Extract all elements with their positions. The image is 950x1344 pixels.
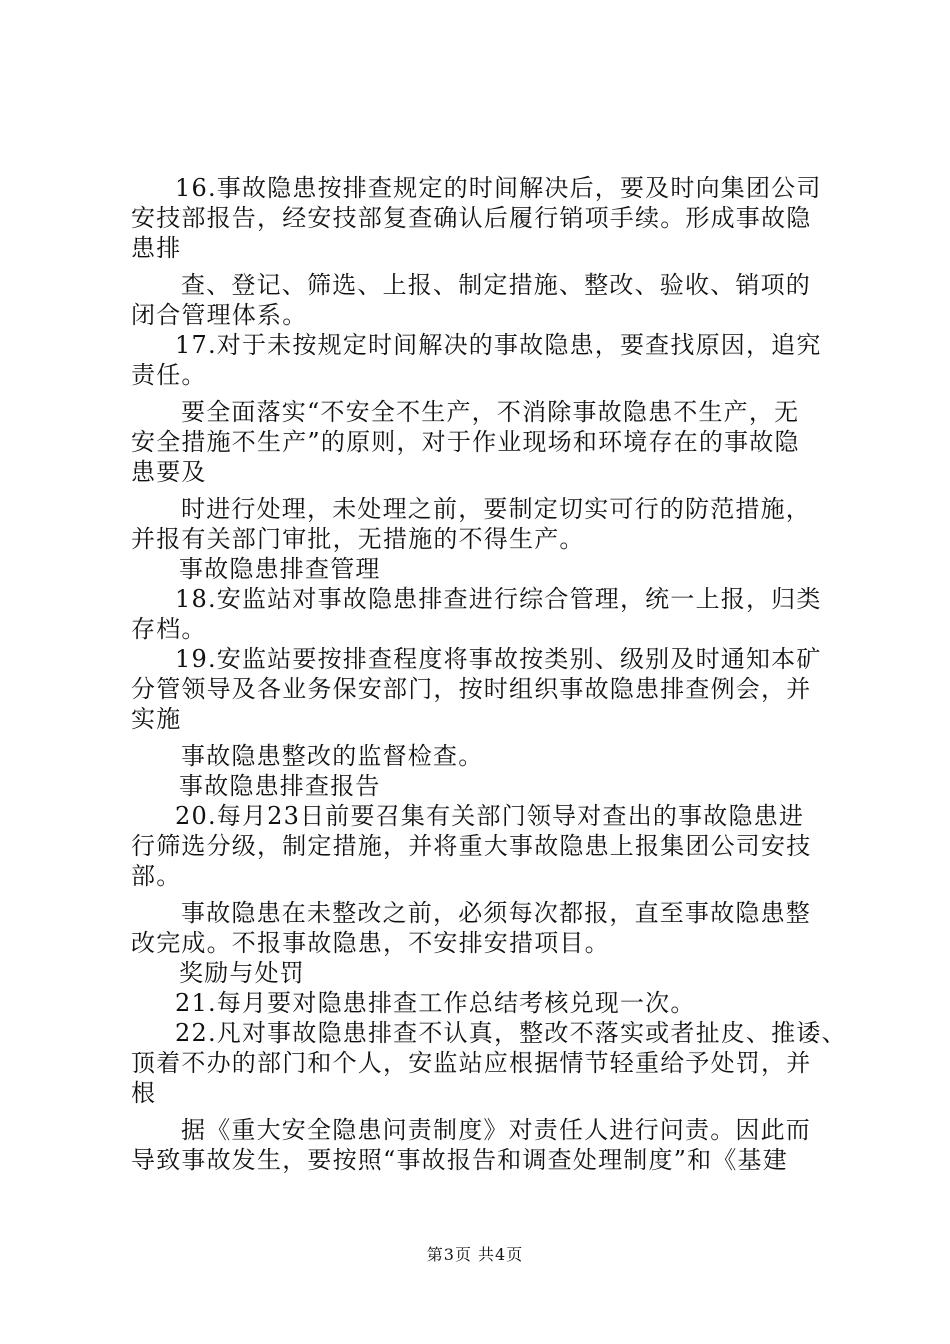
text-line: 分管领导及各业务保安部门，按时组织事故隐患排查例会，并 bbox=[131, 675, 812, 703]
text-line: 20.每月23日前要召集有关部门领导对查出的事故隐患进 bbox=[175, 802, 805, 830]
text-line: 17.对于未按规定时间解决的事故隐患，要查找原因，追究 bbox=[175, 331, 822, 359]
text-line: 部。 bbox=[131, 862, 182, 890]
text-line: 责任。 bbox=[131, 361, 207, 389]
text-line: 导致事故发生，要按照“事故报告和调查处理制度”和《基建 bbox=[131, 1146, 788, 1174]
text-line: 闭合管理体系。 bbox=[131, 301, 308, 329]
text-line: 21.每月要对隐患排查工作总结考核兑现一次。 bbox=[175, 989, 696, 1017]
text-line: 行筛选分级，制定措施，并将重大事故隐患上报集团公司安技 bbox=[131, 832, 812, 860]
text-line: 患排 bbox=[131, 234, 182, 262]
text-line: 18.安监站对事故隐患排查进行综合管理，统一上报，归类 bbox=[175, 585, 822, 613]
text-line: 根 bbox=[131, 1079, 157, 1107]
text-line: 并报有关部门审批，无措施的不得生产。 bbox=[131, 525, 585, 553]
text-line: 患要及 bbox=[131, 458, 207, 486]
text-line: 据《重大安全隐患问责制度》对责任人进行问责。因此而 bbox=[181, 1116, 811, 1144]
text-line: 安全措施不生产”的原则，对于作业现场和环境存在的事故隐 bbox=[131, 428, 800, 456]
section-heading: 事故隐患排查管理 bbox=[179, 555, 381, 583]
section-heading: 奖励与处罚 bbox=[179, 959, 305, 987]
text-line: 时进行处理，未处理之前，要制定切实可行的防范措施， bbox=[181, 495, 811, 523]
page-footer: 第3页 共4页 bbox=[426, 1245, 524, 1264]
text-line: 实施 bbox=[131, 705, 182, 733]
text-line: 事故隐患在未整改之前，必须每次都报，直至事故隐患整 bbox=[181, 899, 811, 927]
text-line: 要全面落实“不安全不生产，不消除事故隐患不生产，无 bbox=[181, 398, 800, 426]
text-line: 19.安监站要按排查程度将事故按类别、级别及时通知本矿 bbox=[175, 645, 822, 673]
text-line: 顶着不办的部门和个人，安监站应根据情节轻重给予处罚，并 bbox=[131, 1049, 812, 1077]
text-line: 改完成。不报事故隐患，不安排安措项目。 bbox=[131, 929, 610, 957]
text-line: 存档。 bbox=[131, 615, 207, 643]
text-line: 16.事故隐患按排查规定的时间解决后，要及时向集团公司 bbox=[175, 174, 822, 202]
text-line: 22.凡对事故隐患排查不认真，整改不落实或者扯皮、推诿、 bbox=[175, 1019, 847, 1047]
text-line: 安技部报告，经安技部复查确认后履行销项手续。形成事故隐 bbox=[131, 204, 812, 232]
text-line: 查、登记、筛选、上报、制定措施、整改、验收、销项的 bbox=[181, 271, 811, 299]
section-heading: 事故隐患排查报告 bbox=[179, 772, 381, 800]
text-line: 事故隐患整改的监督检查。 bbox=[181, 742, 484, 770]
document-body bbox=[131, 173, 847, 1175]
